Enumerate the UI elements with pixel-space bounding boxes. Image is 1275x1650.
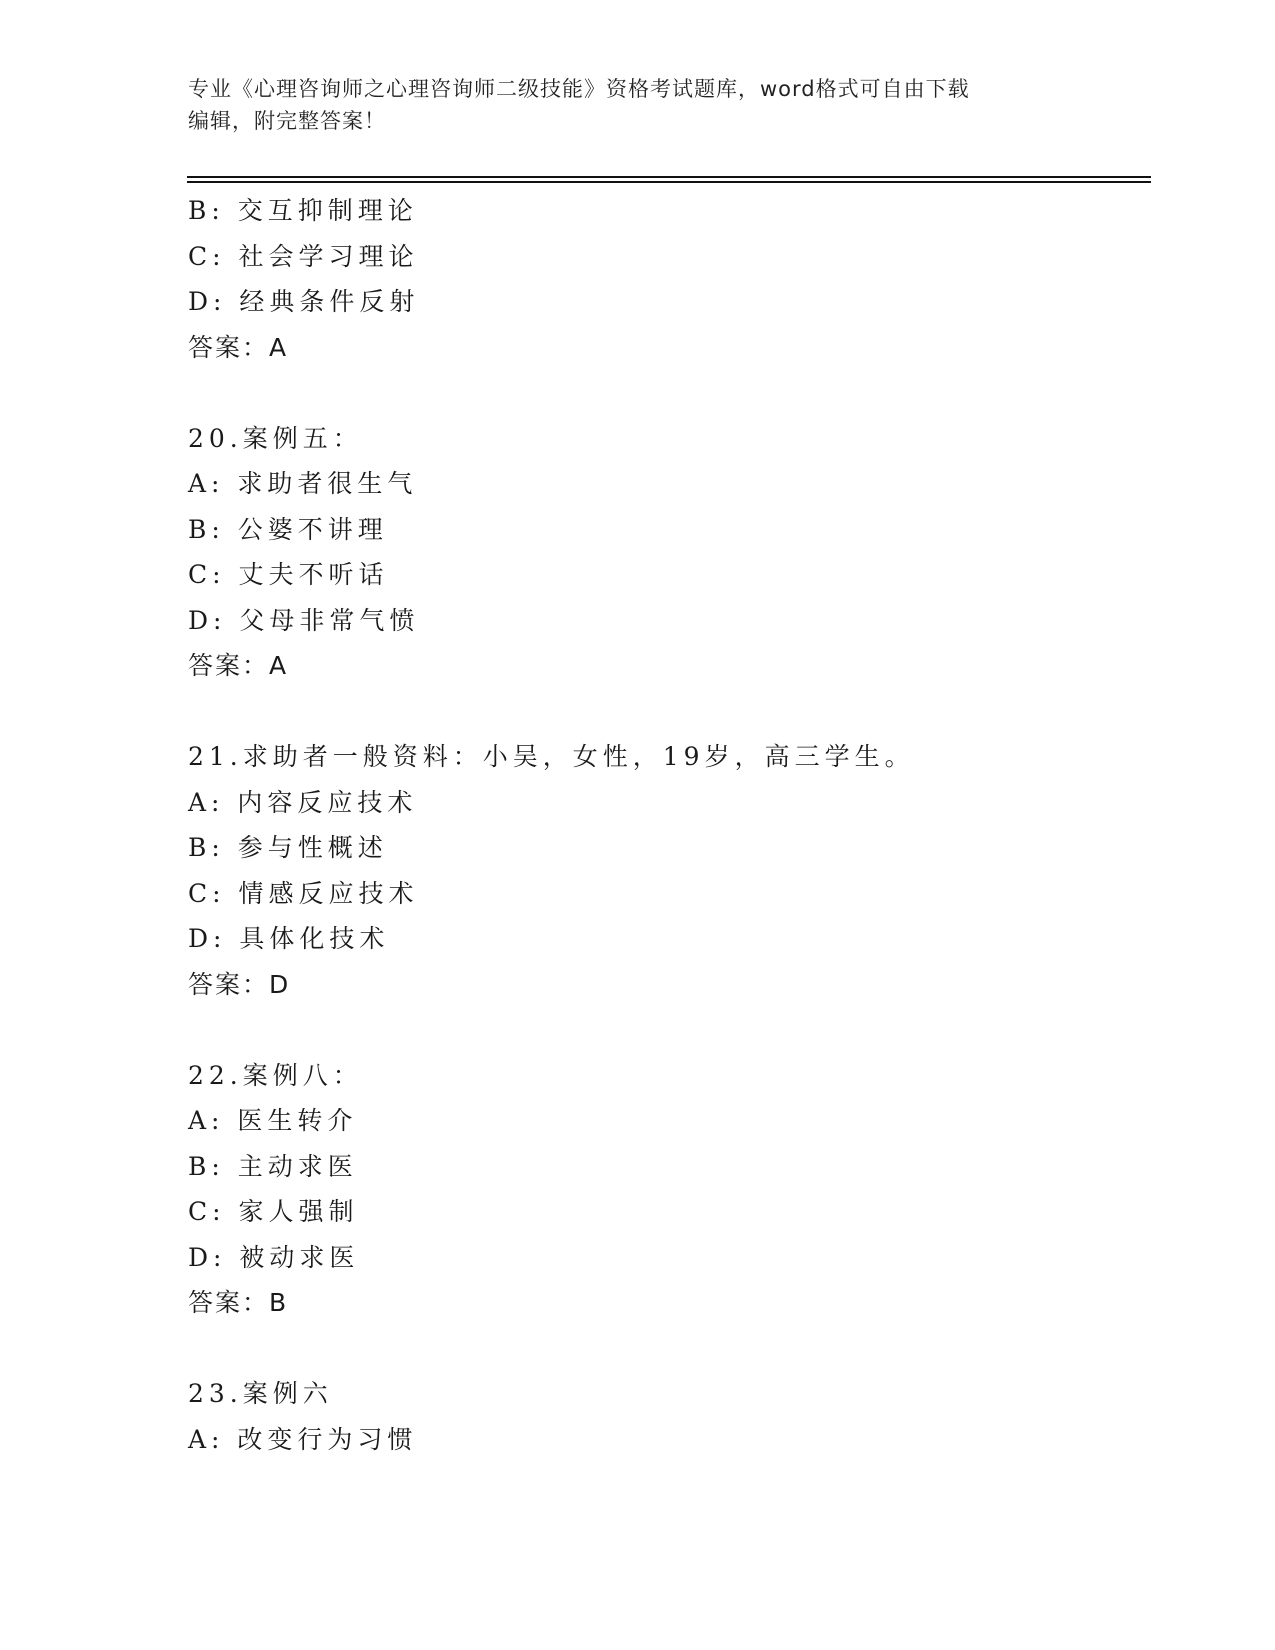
header-divider-bottom — [187, 181, 1151, 183]
option-a: A: 改变行为习惯 — [188, 1424, 418, 1454]
option-a: A: 求助者很生气 — [188, 469, 418, 498]
answer: 答案：A — [188, 651, 289, 680]
option-b: B: 主动求医 — [188, 1151, 358, 1181]
option-d: D: 具体化技术 — [188, 924, 390, 953]
header-line-2: 编辑，附完整答案！ — [188, 109, 386, 133]
option-d: D: 父母非常气愤 — [188, 605, 420, 635]
spacer — [188, 370, 1148, 416]
header-line-1: 专业《心理咨询师之心理咨询师二级技能》资格考试题库，word格式可自由下载 — [188, 77, 970, 101]
question-20 — [188, 416, 1148, 689]
option-b: B: 参与性概述 — [188, 833, 388, 862]
option-c: C: 家人强制 — [188, 1197, 359, 1226]
option-a: A: 内容反应技术 — [188, 787, 418, 817]
option-a: A: 医生转介 — [188, 1106, 358, 1135]
option-c: C: 社会学习理论 — [188, 241, 419, 271]
option-d: D: 经典条件反射 — [188, 287, 420, 316]
option-c: C: 丈夫不听话 — [188, 560, 389, 589]
spacer — [188, 1007, 1148, 1053]
question-title: 22.案例八： — [188, 1060, 363, 1090]
header-divider-top — [187, 176, 1151, 178]
option-c: C: 情感反应技术 — [188, 878, 419, 908]
answer: 答案：B — [188, 1288, 289, 1317]
document-header — [188, 73, 1088, 137]
option-b: B: 交互抑制理论 — [188, 196, 418, 225]
question-title: 20.案例五： — [188, 423, 363, 453]
spacer — [188, 689, 1148, 735]
answer: 答案：D — [188, 969, 291, 999]
option-d: D: 被动求医 — [188, 1242, 360, 1272]
question-list — [188, 188, 1148, 1462]
question-23 — [188, 1371, 1148, 1462]
question-21 — [188, 734, 1148, 1007]
option-b: B: 公婆不讲理 — [188, 514, 388, 544]
spacer — [188, 1326, 1148, 1372]
question-title: 23.案例六 — [188, 1379, 333, 1408]
question-22 — [188, 1053, 1148, 1326]
question-19-continued — [188, 188, 1148, 370]
question-title: 21.求助者一般资料：小吴，女性，19岁，高三学生。 — [188, 742, 915, 771]
answer: 答案：A — [188, 332, 289, 362]
